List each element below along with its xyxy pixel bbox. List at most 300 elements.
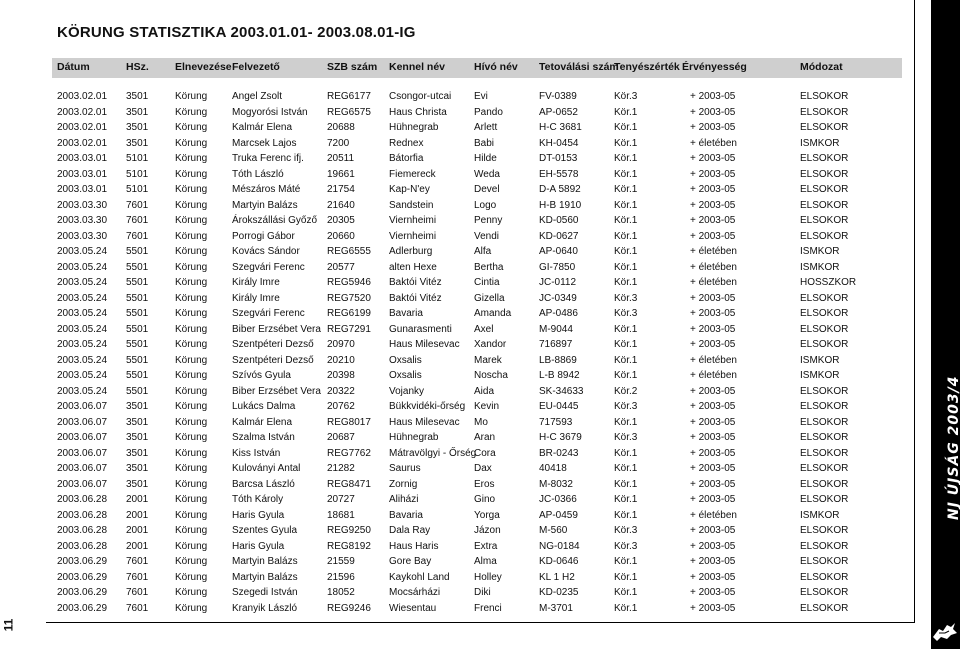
- cell-breeding: Kör.1: [614, 106, 638, 118]
- cell-handler: Martyin Balázs: [232, 199, 298, 211]
- cell-callname: Cora: [474, 447, 496, 459]
- cell-hsz: 2001: [126, 494, 149, 505]
- cell-validity: + életében: [690, 246, 737, 257]
- cell-callname: Gino: [474, 494, 496, 505]
- cell-breeding: Kör.1: [614, 215, 638, 226]
- cell-kennel: Haus Milesevac: [389, 339, 460, 350]
- cell-validity: + 2003-05: [690, 494, 736, 505]
- cell-kennel: Mocsárházi: [389, 587, 441, 598]
- cell-tattoo: AP-0459: [539, 509, 578, 521]
- cell-breeding: Kör.1: [614, 587, 638, 598]
- cell-date: 2003.05.24: [57, 370, 108, 381]
- cell-date: 2003.06.07: [57, 432, 108, 443]
- cell-hsz: 3501: [126, 91, 149, 102]
- cell-date: 2003.03.01: [57, 153, 108, 164]
- table-row: [0, 184, 910, 200]
- cell-hsz: 7601: [126, 199, 149, 211]
- cell-breeding: Kör.1: [614, 168, 638, 180]
- cell-date: 2003.06.07: [57, 463, 108, 474]
- cell-date: 2003.06.07: [57, 447, 108, 459]
- cell-kennel: Mátravölgyi - Őrség: [389, 447, 477, 459]
- cell-date: 2003.06.28: [57, 494, 108, 505]
- cell-breeding: Kör.1: [614, 494, 638, 505]
- side-publication-label: NJ ÚJSÁG 2003/4: [946, 375, 962, 520]
- cell-breeding: Kör.3: [614, 292, 638, 304]
- cell-date: 2003.03.01: [57, 184, 108, 195]
- cell-date: 2003.05.24: [57, 261, 108, 273]
- cell-validity: + 2003-05: [690, 432, 736, 443]
- cell-handler: Szentpéteri Dezső: [232, 339, 314, 350]
- cell-mode: ELSOKOR: [800, 168, 849, 180]
- cell-validity: + 2003-05: [690, 602, 736, 614]
- cell-callname: Aran: [474, 432, 496, 443]
- cell-name: Körung: [175, 447, 208, 459]
- cell-mode: ELSOKOR: [800, 323, 849, 335]
- cell-breeding: Kör.1: [614, 602, 638, 614]
- cell-mode: ELSOKOR: [800, 292, 849, 304]
- cell-tattoo: M-8032: [539, 478, 573, 490]
- table-row: [0, 91, 910, 107]
- cell-callname: Eros: [474, 478, 495, 490]
- cell-handler: Szegedi István: [232, 587, 298, 598]
- cell-mode: ELSOKOR: [800, 416, 849, 428]
- cell-hsz: 5501: [126, 339, 149, 350]
- cell-date: 2003.06.28: [57, 509, 108, 521]
- cell-tattoo: 717593: [539, 416, 573, 428]
- cell-mode: ELSOKOR: [800, 230, 849, 242]
- cell-handler: Szegvári Ferenc: [232, 308, 305, 319]
- cell-mode: ISMKOR: [800, 370, 840, 381]
- cell-szb: REG6575: [327, 106, 371, 118]
- cell-hsz: 7601: [126, 230, 149, 242]
- cell-hsz: 3501: [126, 122, 149, 133]
- cell-hsz: 5501: [126, 308, 149, 319]
- cell-date: 2003.02.01: [57, 137, 108, 149]
- cell-szb: REG5946: [327, 277, 371, 288]
- cell-validity: + életében: [690, 137, 737, 149]
- cell-validity: + 2003-05: [690, 168, 736, 180]
- cell-name: Körung: [175, 91, 208, 102]
- cell-mode: ELSOKOR: [800, 153, 849, 164]
- cell-hsz: 2001: [126, 509, 149, 521]
- cell-tattoo: KH-0454: [539, 137, 579, 149]
- cell-kennel: Baktói Vitéz: [389, 277, 442, 288]
- cell-szb: 20577: [327, 261, 355, 273]
- cell-tattoo: KD-0627: [539, 230, 579, 242]
- cell-kennel: alten Hexe: [389, 261, 437, 273]
- table-row: [0, 122, 910, 138]
- cell-tattoo: NG-0184: [539, 540, 580, 552]
- cell-validity: + 2003-05: [690, 587, 736, 598]
- cell-name: Körung: [175, 354, 208, 366]
- table-row: [0, 169, 910, 185]
- cell-name: Körung: [175, 602, 208, 614]
- cell-date: 2003.05.24: [57, 339, 108, 350]
- col-header-callname: Hívó név: [474, 61, 518, 73]
- cell-szb: REG6555: [327, 246, 371, 257]
- cell-tattoo: AP-0652: [539, 106, 578, 118]
- cell-tattoo: DT-0153: [539, 153, 578, 164]
- table-row: [0, 324, 910, 340]
- cell-szb: 18681: [327, 509, 355, 521]
- cell-callname: Xandor: [474, 339, 507, 350]
- cell-szb: 18052: [327, 587, 355, 598]
- cell-kennel: Aliházi: [389, 494, 419, 505]
- cell-mode: ELSOKOR: [800, 540, 849, 552]
- cell-callname: Yorga: [474, 509, 500, 521]
- cell-tattoo: H-C 3681: [539, 122, 582, 133]
- cell-szb: REG9246: [327, 602, 371, 614]
- cell-mode: ELSOKOR: [800, 494, 849, 505]
- table-row: [0, 107, 910, 123]
- table-row: [0, 293, 910, 309]
- cell-hsz: 5101: [126, 153, 149, 164]
- cell-callname: Weda: [474, 168, 500, 180]
- cell-handler: Király Imre: [232, 292, 280, 304]
- cell-handler: Biber Erzsébet Vera: [232, 385, 321, 397]
- cell-kennel: Gunarasmenti: [389, 323, 452, 335]
- cell-name: Körung: [175, 137, 208, 149]
- cell-handler: Tóth Károly: [232, 494, 284, 505]
- cell-handler: Barcsa László: [232, 478, 295, 490]
- cell-handler: Árokszállási Győző: [232, 215, 318, 226]
- cell-tattoo: D-A 5892: [539, 184, 581, 195]
- cell-date: 2003.06.29: [57, 587, 108, 598]
- cell-callname: Amanda: [474, 308, 512, 319]
- cell-validity: + 2003-05: [690, 106, 736, 118]
- cell-tattoo: 40418: [539, 463, 567, 474]
- cell-kennel: Zornig: [389, 478, 418, 490]
- cell-date: 2003.06.29: [57, 571, 108, 583]
- cell-hsz: 3501: [126, 401, 149, 412]
- cell-breeding: Kör.1: [614, 153, 638, 164]
- cell-tattoo: H-B 1910: [539, 199, 582, 211]
- cell-handler: Martyin Balázs: [232, 571, 298, 583]
- col-header-hsz: HSz.: [126, 61, 149, 73]
- cell-name: Körung: [175, 199, 208, 211]
- cell-date: 2003.05.24: [57, 292, 108, 304]
- cell-breeding: Kör.1: [614, 463, 638, 474]
- cell-tattoo: KD-0560: [539, 215, 579, 226]
- col-header-handler: Felvezető: [232, 61, 280, 73]
- cell-mode: ELSOKOR: [800, 587, 849, 598]
- cell-date: 2003.05.24: [57, 308, 108, 319]
- cell-breeding: Kör.1: [614, 556, 638, 567]
- cell-date: 2003.03.30: [57, 199, 108, 211]
- cell-tattoo: 716897: [539, 339, 573, 350]
- cell-date: 2003.02.01: [57, 106, 108, 118]
- cell-kennel: Haus Christa: [389, 106, 447, 118]
- cell-date: 2003.02.01: [57, 122, 108, 133]
- cell-szb: REG6177: [327, 91, 371, 102]
- cell-validity: + 2003-05: [690, 339, 736, 350]
- cell-validity: + életében: [690, 354, 737, 366]
- col-header-szb: SZB szám: [327, 61, 378, 73]
- cell-name: Körung: [175, 106, 208, 118]
- cell-hsz: 3501: [126, 463, 149, 474]
- cell-hsz: 7601: [126, 587, 149, 598]
- cell-name: Körung: [175, 230, 208, 242]
- cell-mode: ELSOKOR: [800, 571, 849, 583]
- cell-tattoo: M-560: [539, 525, 568, 536]
- cell-szb: 20210: [327, 354, 355, 366]
- table-row: [0, 463, 910, 479]
- cell-handler: Porrogi Gábor: [232, 230, 295, 242]
- cell-callname: Holley: [474, 571, 502, 583]
- cell-validity: + 2003-05: [690, 184, 736, 195]
- table-row: [0, 339, 910, 355]
- cell-breeding: Kör.2: [614, 385, 638, 397]
- cell-kennel: Haus Milesevac: [389, 416, 460, 428]
- cell-kennel: Oxsalis: [389, 354, 422, 366]
- cell-name: Körung: [175, 339, 208, 350]
- cell-mode: ELSOKOR: [800, 106, 849, 118]
- cell-date: 2003.06.07: [57, 416, 108, 428]
- cell-date: 2003.03.30: [57, 215, 108, 226]
- table-row: [0, 246, 910, 262]
- cell-breeding: Kör.1: [614, 137, 638, 149]
- table-row: [0, 432, 910, 448]
- cell-callname: Alma: [474, 556, 497, 567]
- table-row: [0, 572, 910, 588]
- cell-kennel: Kap-N'ey: [389, 184, 430, 195]
- table-row: [0, 587, 910, 603]
- cell-handler: Lukács Dalma: [232, 401, 296, 412]
- cell-kennel: Bavaria: [389, 308, 423, 319]
- cell-breeding: Kör.1: [614, 122, 638, 133]
- cell-szb: REG8471: [327, 478, 371, 490]
- cell-callname: Devel: [474, 184, 500, 195]
- cell-szb: REG8192: [327, 540, 371, 552]
- cell-callname: Penny: [474, 215, 503, 226]
- cell-hsz: 3501: [126, 416, 149, 428]
- cell-breeding: Kör.3: [614, 432, 638, 443]
- cell-date: 2003.06.29: [57, 556, 108, 567]
- cell-name: Körung: [175, 494, 208, 505]
- cell-callname: Hilde: [474, 153, 497, 164]
- cell-callname: Gizella: [474, 292, 505, 304]
- cell-szb: 21282: [327, 463, 355, 474]
- cell-name: Körung: [175, 323, 208, 335]
- cell-kennel: Baktói Vitéz: [389, 292, 442, 304]
- cell-validity: + 2003-05: [690, 323, 736, 335]
- cell-name: Körung: [175, 122, 208, 133]
- cell-mode: ELSOKOR: [800, 602, 849, 614]
- cell-breeding: Kör.1: [614, 447, 638, 459]
- cell-validity: + 2003-05: [690, 525, 736, 536]
- cell-name: Körung: [175, 246, 208, 257]
- cell-handler: Kalmár Elena: [232, 122, 293, 133]
- cell-validity: + 2003-05: [690, 91, 736, 102]
- cell-date: 2003.05.24: [57, 246, 108, 257]
- cell-szb: 20322: [327, 385, 355, 397]
- cell-tattoo: KD-0646: [539, 556, 579, 567]
- cell-tattoo: JC-0366: [539, 494, 577, 505]
- cell-callname: Vendi: [474, 230, 500, 242]
- col-header-kennel: Kennel név: [389, 61, 446, 73]
- cell-tattoo: M-9044: [539, 323, 573, 335]
- cell-validity: + életében: [690, 261, 737, 273]
- cell-name: Körung: [175, 277, 208, 288]
- cell-mode: ISMKOR: [800, 354, 840, 366]
- table-row: [0, 541, 910, 557]
- cell-validity: + 2003-05: [690, 122, 736, 133]
- cell-tattoo: BR-0243: [539, 447, 579, 459]
- col-header-validity: Érvényesség: [682, 61, 747, 73]
- cell-handler: Szentes Gyula: [232, 525, 298, 536]
- cell-date: 2003.06.28: [57, 525, 108, 536]
- cell-hsz: 3501: [126, 137, 149, 149]
- cell-mode: ISMKOR: [800, 261, 840, 273]
- cell-callname: Jázon: [474, 525, 501, 536]
- table-row: [0, 603, 910, 619]
- cell-tattoo: AP-0640: [539, 246, 578, 257]
- cell-tattoo: H-C 3679: [539, 432, 582, 443]
- cell-name: Körung: [175, 168, 208, 180]
- table-row: [0, 401, 910, 417]
- cell-handler: Szívós Gyula: [232, 370, 291, 381]
- cell-hsz: 5501: [126, 323, 149, 335]
- cell-breeding: Kör.1: [614, 199, 638, 211]
- cell-handler: Kranyik László: [232, 602, 298, 614]
- cell-mode: ISMKOR: [800, 137, 840, 149]
- cell-szb: 19661: [327, 168, 355, 180]
- cell-mode: ELSOKOR: [800, 447, 849, 459]
- cell-tattoo: EU-0445: [539, 401, 579, 412]
- cell-breeding: Kör.3: [614, 525, 638, 536]
- cell-validity: + 2003-05: [690, 556, 736, 567]
- cell-breeding: Kör.1: [614, 571, 638, 583]
- cell-kennel: Hühnegrab: [389, 122, 439, 133]
- cell-name: Körung: [175, 401, 208, 412]
- table-row: [0, 308, 910, 324]
- cell-szb: REG6199: [327, 308, 371, 319]
- cell-tattoo: EH-5578: [539, 168, 579, 180]
- table-row: [0, 277, 910, 293]
- cell-kennel: Vojanky: [389, 385, 425, 397]
- cell-breeding: Kör.1: [614, 277, 638, 288]
- cell-validity: + 2003-05: [690, 478, 736, 490]
- cell-mode: ELSOKOR: [800, 91, 849, 102]
- cell-handler: Marcsek Lajos: [232, 137, 297, 149]
- cell-name: Körung: [175, 184, 208, 195]
- cell-szb: 20305: [327, 215, 355, 226]
- cell-hsz: 3501: [126, 432, 149, 443]
- cell-tattoo: LB-8869: [539, 354, 577, 366]
- cell-tattoo: M-3701: [539, 602, 573, 614]
- cell-handler: Szegvári Ferenc: [232, 261, 305, 273]
- cell-mode: ELSOKOR: [800, 432, 849, 443]
- cell-tattoo: L-B 8942: [539, 370, 580, 381]
- page-number: [1, 612, 16, 642]
- cell-mode: ELSOKOR: [800, 184, 849, 195]
- cell-mode: ISMKOR: [800, 246, 840, 257]
- cell-mode: ELSOKOR: [800, 308, 849, 319]
- cell-date: 2003.06.28: [57, 540, 108, 552]
- cell-handler: Szalma István: [232, 432, 295, 443]
- cell-handler: Mogyorósi István: [232, 106, 308, 118]
- cell-breeding: Kör.1: [614, 261, 638, 273]
- cell-name: Körung: [175, 571, 208, 583]
- cell-mode: ELSOKOR: [800, 385, 849, 397]
- cell-validity: + 2003-05: [690, 571, 736, 583]
- table-row: [0, 355, 910, 371]
- cell-kennel: Csongor-utcai: [389, 91, 452, 102]
- cell-mode: ELSOKOR: [800, 401, 849, 412]
- cell-szb: 20398: [327, 370, 355, 381]
- cell-validity: + 2003-05: [690, 416, 736, 428]
- cell-date: 2003.02.01: [57, 91, 108, 102]
- table-header: [52, 58, 902, 78]
- table-row: [0, 510, 910, 526]
- cell-kennel: Dala Ray: [389, 525, 431, 536]
- cell-breeding: Kör.1: [614, 370, 638, 381]
- cell-handler: Martyin Balázs: [232, 556, 298, 567]
- cell-callname: Frenci: [474, 602, 502, 614]
- cell-name: Körung: [175, 308, 208, 319]
- cell-breeding: Kör.1: [614, 509, 638, 521]
- cell-breeding: Kör.1: [614, 230, 638, 242]
- cell-szb: 21640: [327, 199, 355, 211]
- cell-handler: Mészáros Máté: [232, 184, 301, 195]
- cell-mode: ISMKOR: [800, 509, 840, 521]
- cell-tattoo: KL 1 H2: [539, 571, 575, 583]
- cell-tattoo: KD-0235: [539, 587, 579, 598]
- cell-name: Körung: [175, 385, 208, 397]
- cell-name: Körung: [175, 540, 208, 552]
- cell-handler: Kuloványi Antal: [232, 463, 301, 474]
- cell-callname: Evi: [474, 91, 488, 102]
- table-row: [0, 494, 910, 510]
- cell-name: Körung: [175, 153, 208, 164]
- cell-handler: Tóth László: [232, 168, 284, 180]
- cell-szb: REG7762: [327, 447, 371, 459]
- cell-hsz: 5501: [126, 277, 149, 288]
- cell-szb: REG8017: [327, 416, 371, 428]
- cell-tattoo: GI-7850: [539, 261, 576, 273]
- cell-hsz: 7601: [126, 215, 149, 226]
- cell-kennel: Gore Bay: [389, 556, 432, 567]
- table-row: [0, 262, 910, 278]
- cell-szb: 20688: [327, 122, 355, 133]
- table-row: [0, 417, 910, 433]
- cell-date: 2003.06.07: [57, 478, 108, 490]
- cell-kennel: Bükkvidéki-őrség: [389, 401, 466, 412]
- cell-kennel: Saurus: [389, 463, 421, 474]
- cell-validity: + 2003-05: [690, 463, 736, 474]
- cell-hsz: 2001: [126, 540, 149, 552]
- cell-callname: Noscha: [474, 370, 508, 381]
- cell-callname: Dax: [474, 463, 492, 474]
- cell-kennel: Hühnegrab: [389, 432, 439, 443]
- cell-handler: Szentpéteri Dezső: [232, 354, 314, 366]
- cell-szb: 20727: [327, 494, 355, 505]
- cell-hsz: 2001: [126, 525, 149, 536]
- cell-validity: + életében: [690, 509, 737, 521]
- cell-callname: Aida: [474, 385, 495, 397]
- cell-callname: Mo: [474, 416, 488, 428]
- cell-tattoo: AP-0486: [539, 308, 578, 319]
- cell-mode: ELSOKOR: [800, 339, 849, 350]
- cell-szb: 20970: [327, 339, 355, 350]
- dog-logo-icon: [929, 619, 959, 643]
- cell-validity: + 2003-05: [690, 199, 736, 211]
- cell-mode: ELSOKOR: [800, 556, 849, 567]
- cell-szb: 21596: [327, 571, 355, 583]
- cell-breeding: Kör.3: [614, 540, 638, 552]
- cell-date: 2003.05.24: [57, 323, 108, 335]
- cell-hsz: 7601: [126, 556, 149, 567]
